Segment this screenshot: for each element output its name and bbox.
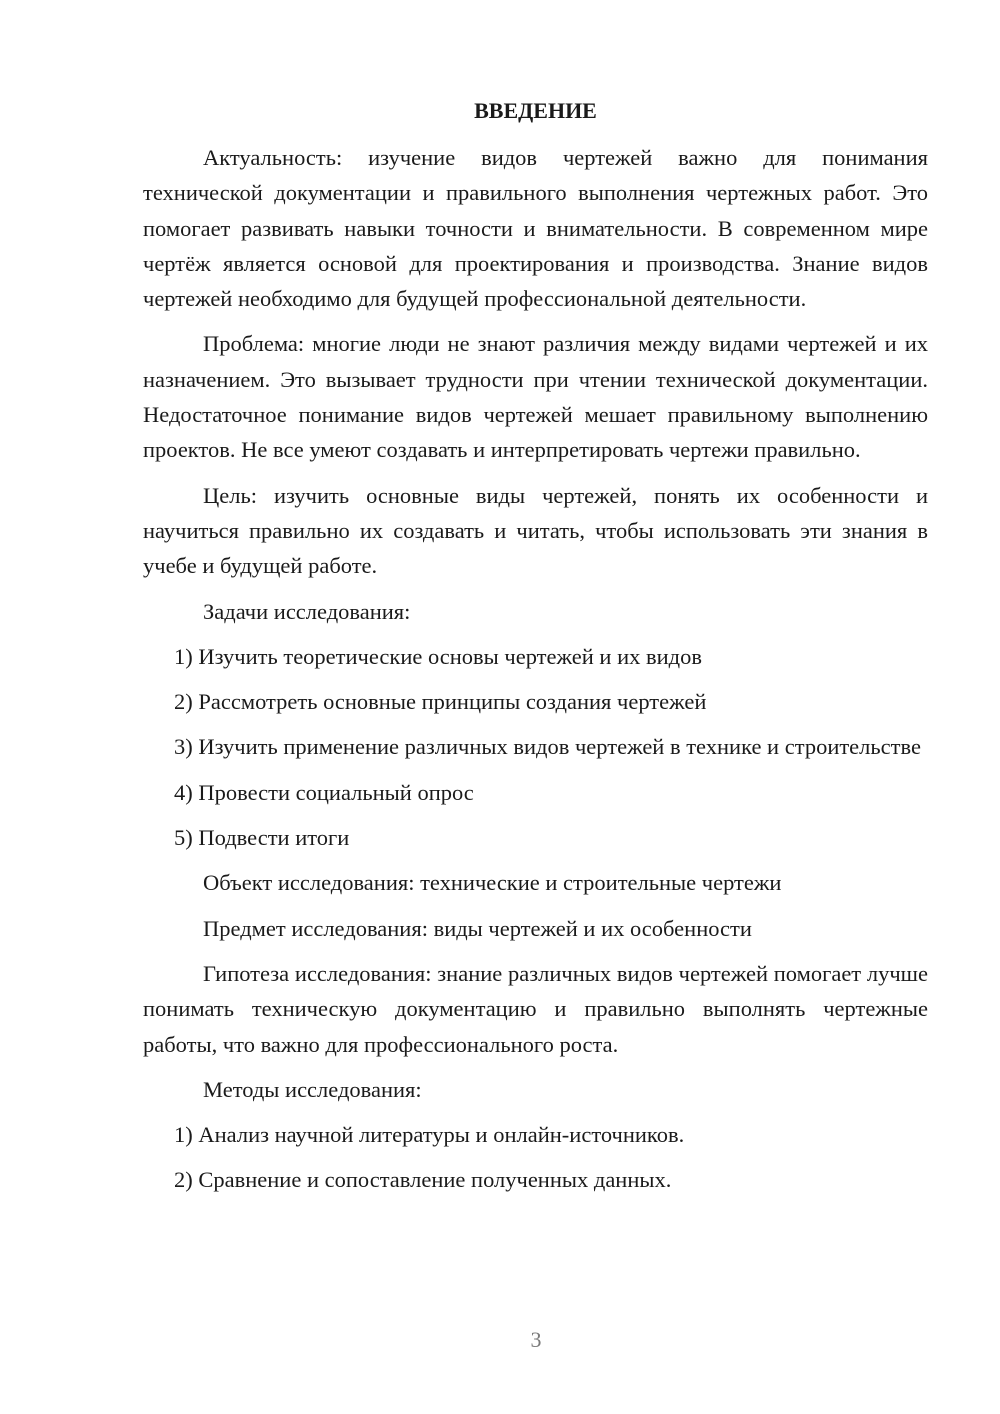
relevance-paragraph: Актуальность: изучение видов чертежей важно для понимания технической документации и правильного выполнения чертежных работ. Это помогает развивать навыки точности и внимательности. В современном мире чертёж является основой для проектирования и производства. Знание видов чертежей необходимо для будущей профессиональной деятельности. bbox=[143, 145, 928, 312]
page-content bbox=[143, 93, 928, 1208]
task-item: 1) Изучить теоретические основы чертежей и их видов bbox=[174, 643, 702, 669]
task-item: 3) Изучить применение различных видов чертежей в технике и строительстве bbox=[174, 734, 921, 760]
method-item: 1) Анализ научной литературы и онлайн-источников. bbox=[174, 1122, 685, 1148]
tasks-heading: Задачи исследования: bbox=[203, 598, 411, 624]
hypothesis-paragraph: Гипотеза исследования: знание различных видов чертежей помогает лучше понимать техническую документацию и правильно выполнять чертежные работы, что важно для профессионального роста. bbox=[143, 960, 928, 1057]
research-object: Объект исследования: технические и строительные чертежи bbox=[203, 870, 782, 896]
method-item: 2) Сравнение и сопоставление полученных данных. bbox=[174, 1167, 672, 1193]
research-subject: Предмет исследования: виды чертежей и их особенности bbox=[203, 915, 752, 941]
task-item: 2) Рассмотреть основные принципы создания чертежей bbox=[174, 689, 707, 715]
page-number: 3 bbox=[530, 1327, 542, 1352]
problem-paragraph: Проблема: многие люди не знают различия между видами чертежей и их назначением. Это вызывает трудности при чтении технической документации. Недостаточное понимание видов чертежей мешает правильному выполнению проектов. Не все умеют создавать и интерпретировать чертежи правильно. bbox=[143, 331, 928, 463]
task-item: 4) Провести социальный опрос bbox=[174, 779, 474, 805]
goal-paragraph: Цель: изучить основные виды чертежей, понять их особенности и научиться правильно их создавать и читать, чтобы использовать эти знания в учебе и будущей работе. bbox=[143, 482, 928, 579]
methods-heading: Методы исследования: bbox=[203, 1076, 422, 1102]
task-item: 5) Подвести итоги bbox=[174, 825, 350, 851]
section-title: ВВЕДЕНИЕ bbox=[474, 98, 597, 123]
